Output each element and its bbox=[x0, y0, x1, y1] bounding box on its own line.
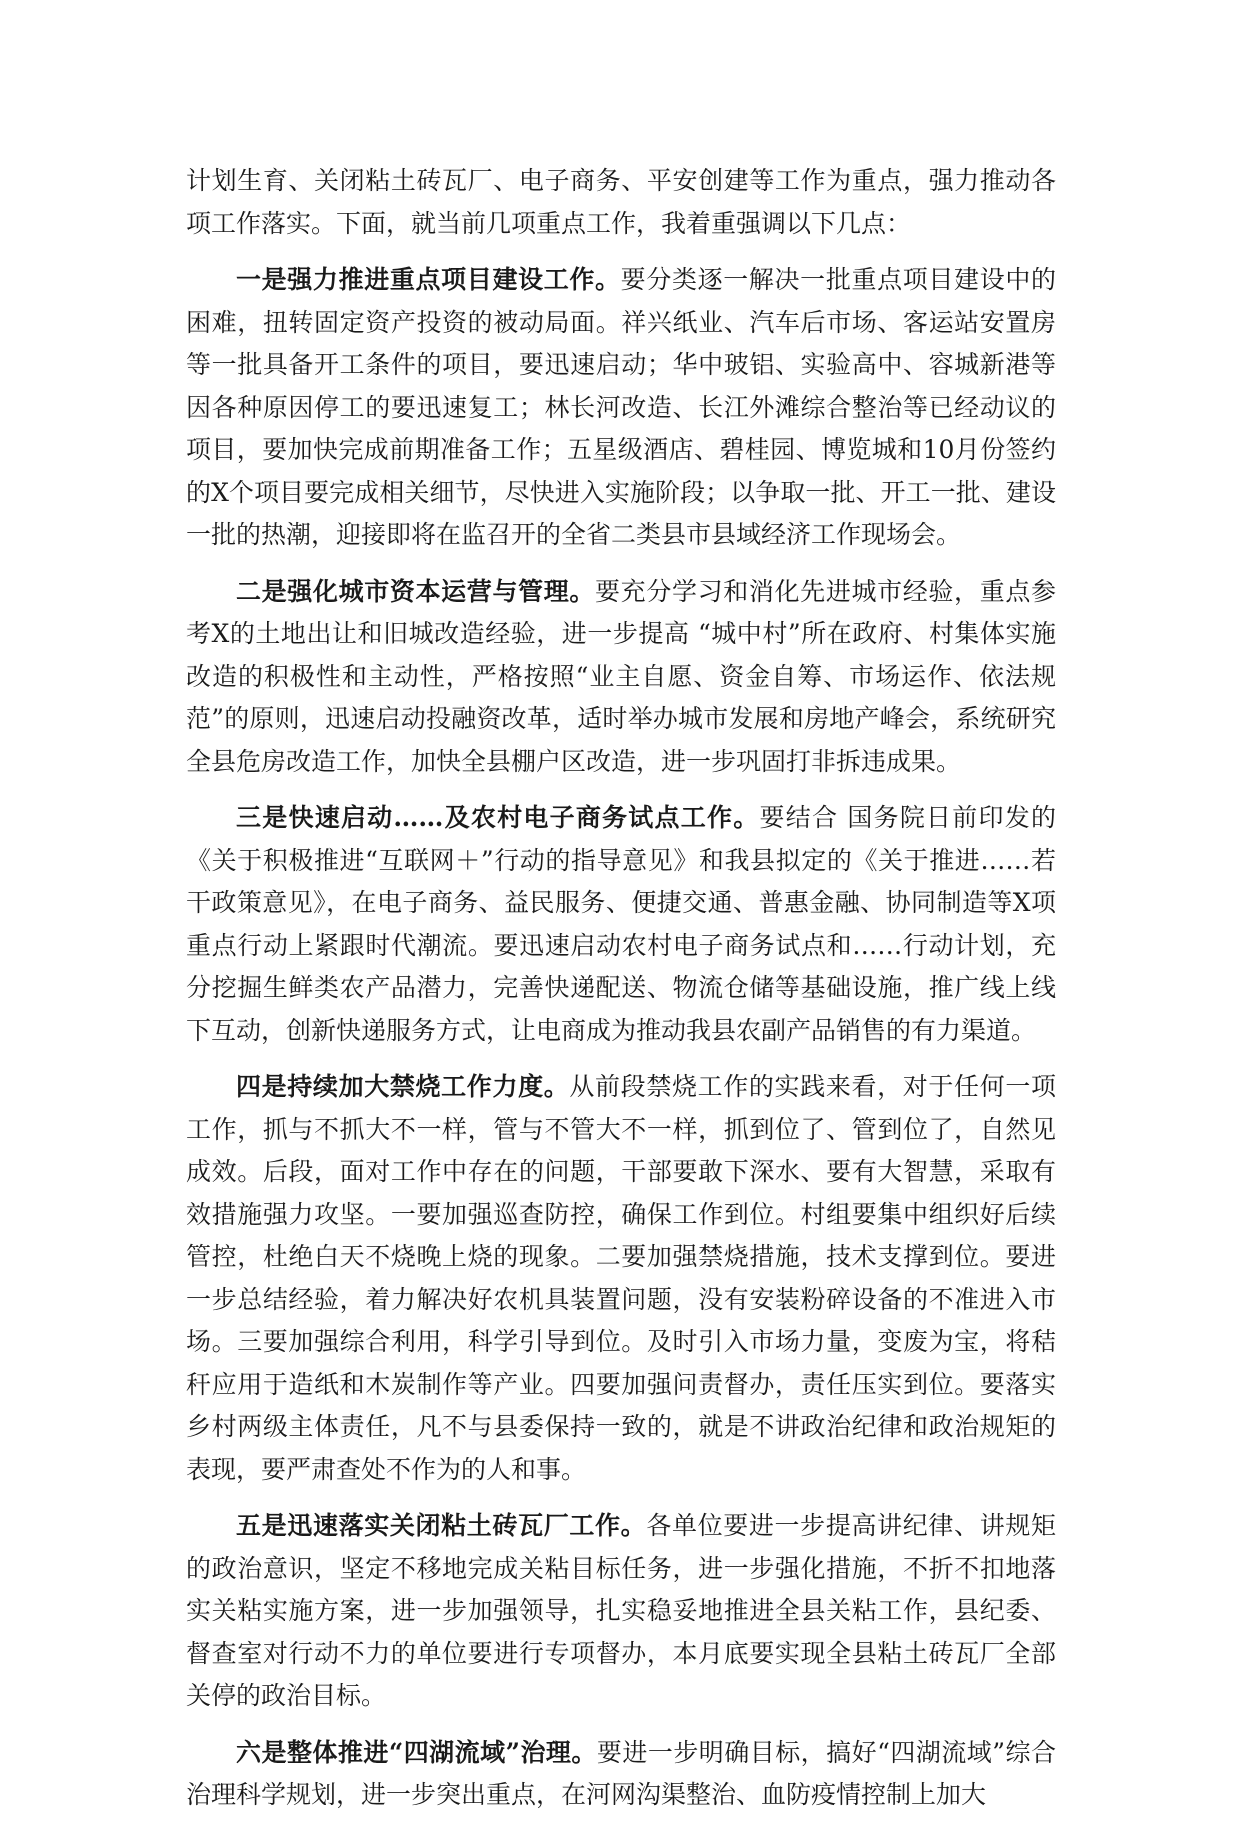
paragraph-body: 从前段禁烧工作的实践来看，对于任何一项工作，抓与不抓大不一样，管与不管大不一样，抓到位了、管到位了，自然见成效。后段，面对工作中存在的问题，干部要敢下深水、要有大智慧，采取有效措施强力攻坚。一要加强巡查防控，确保工作到位。村组要集中组织好后续管控，杜绝白天不烧晚上烧的现象。二要加强禁烧措施，技术支撑到位。要进一步总结经验，着力解决好农机具装置问题，没有安装粉碎设备的不准进入市场。三要加强综合利用，科学引导到位。及时引入市场力量，变废为宝，将秸秆应用于造纸和木炭制作等产业。四要加强问责督办，责任压实到位。要落实乡村两级主体责任，凡不与县委保持一致的，就是不讲政治纪律和政治规矩的表现，要严肃查处不作为的人和事。 bbox=[186, 1072, 1056, 1484]
paragraph-body: 要充分学习和消化先进城市经验，重点参考X的土地出让和旧城改造经验，进一步提高 “城中村”所在政府、村集体实施改造的积极性和主动性，严格按照“业主自愿、资金自筹、市场运作、依法规范”的原则，迅速启动投融资改革，适时举办城市发展和房地产峰会，系统研究全县危房改造工作，加快全县棚户区改造，进一步巩固打非拆违成果。 bbox=[186, 576, 1056, 776]
paragraph-lead: 二是强化城市资本运营与管理。 bbox=[236, 576, 596, 606]
paragraph-point-1 bbox=[186, 259, 1056, 557]
paragraph-point-3 bbox=[186, 797, 1056, 1052]
paragraph-intro bbox=[186, 160, 1056, 245]
paragraph-point-2 bbox=[186, 571, 1056, 784]
paragraph-body: 要结合 国务院日前印发的《关于积极推进“互联网＋”行动的指导意见》和我县拟定的《关于推进……若干政策意见》，在电子商务、益民服务、便捷交通、普惠金融、协同制造等X项重点行动上紧跟时代潮流。要迅速启动农村电子商务试点和……行动计划，充分挖掘生鲜类农产品潜力，完善快递配送、物流仓储等基础设施，推广线上线下互动，创新快递服务方式，让电商成为推动我县农副产品销售的有力渠道。 bbox=[186, 803, 1056, 1045]
paragraph-body: 计划生育、关闭粘土砖瓦厂、电子商务、平安创建等工作为重点，强力推动各项工作落实。下面，就当前几项重点工作，我着重强调以下几点： bbox=[186, 166, 1056, 238]
paragraph-body: 要分类逐一解决一批重点项目建设中的困难，扭转固定资产投资的被动局面。祥兴纸业、汽车后市场、客运站安置房等一批具备开工条件的项目，要迅速启动；华中玻铝、实验高中、容城新港等因各种原因停工的要迅速复工；林长河改造、长江外滩综合整治等已经动议的项目，要加快完成前期准备工作；五星级酒店、碧桂园、博览城和10月份签约的X个项目要完成相关细节，尽快进入实施阶段；以争取一批、开工一批、建设一批的热潮，迎接即将在监召开的全省二类县市县域经济工作现场会。 bbox=[186, 265, 1056, 549]
paragraph-lead: 六是整体推进“四湖流域”治理。 bbox=[236, 1737, 597, 1767]
paragraph-point-6 bbox=[186, 1732, 1056, 1817]
paragraph-body: 要进一步明确目标，搞好“四湖流域”综合治理科学规划，进一步突出重点，在河网沟渠整治、血防疫情控制上加大 bbox=[186, 1737, 1056, 1809]
paragraph-lead: 四是持续加大禁烧工作力度。 bbox=[236, 1072, 570, 1101]
document-page bbox=[186, 160, 1056, 1831]
paragraph-point-5 bbox=[186, 1505, 1056, 1718]
paragraph-lead: 五是迅速落实关闭粘土砖瓦厂工作。 bbox=[236, 1511, 647, 1540]
paragraph-body: 各单位要进一步提高讲纪律、讲规矩的政治意识，坚定不移地完成关粘目标任务，进一步强化措施，不折不扣地落实关粘实施方案，进一步加强领导，扎实稳妥地推进全县关粘工作，县纪委、督查室对行动不力的单位要进行专项督办，本月底要实现全县粘土砖瓦厂全部关停的政治目标。 bbox=[186, 1511, 1056, 1710]
paragraph-lead: 一是强力推进重点项目建设工作。 bbox=[236, 265, 621, 294]
paragraph-lead: 三是快速启动……及农村电子商务试点工作。 bbox=[236, 803, 760, 832]
paragraph-point-4 bbox=[186, 1066, 1056, 1491]
